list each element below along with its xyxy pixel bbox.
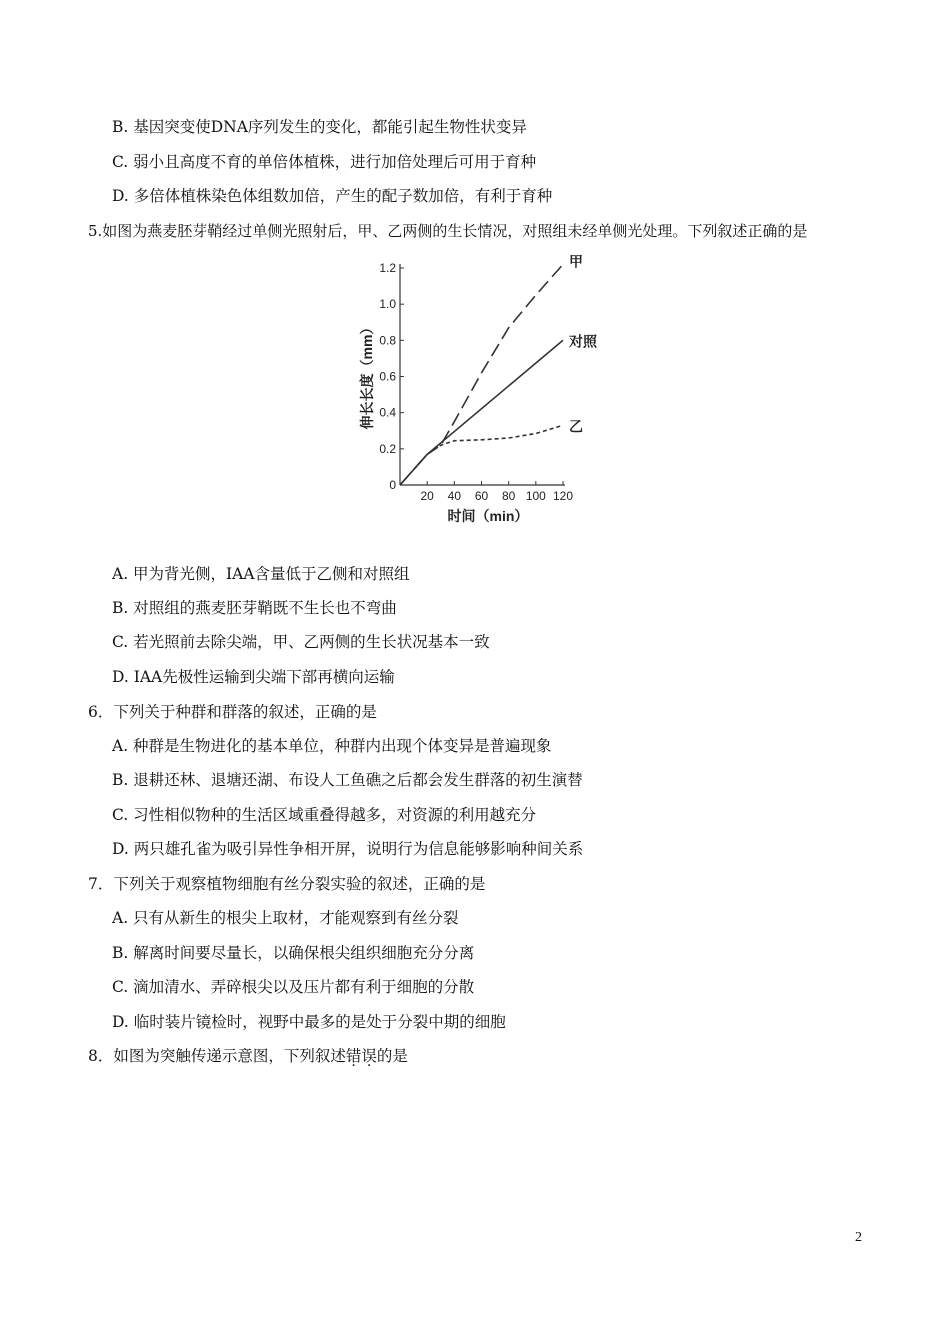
y-tick-label: 0.2 [379,441,396,456]
q6-option-d: D. 两只雄孔雀为吸引异性争相开屏，说明行为信息能够影响种间关系 [112,840,584,858]
q6-option-b: B. 退耕还林、退塘还湖、布设人工鱼礁之后都会发生群落的初生演替 [112,771,583,789]
q6-stem: 6．下列关于种群和群落的叙述，正确的是 [88,703,377,721]
q7-stem: 7．下列关于观察植物细胞有丝分裂实验的叙述，正确的是 [88,875,486,893]
q4-option-d: D. 多倍体植株染色体组数加倍，产生的配子数加倍，有利于育种 [112,187,553,205]
q6-option-a: A. 种群是生物进化的基本单位，种群内出现个体变异是普遍现象 [112,737,552,755]
q8-stem [88,1046,408,1066]
series-label-3: 乙 [569,418,583,435]
y-axis-label: 伸长长度（mm） [359,320,375,430]
y-tick-label: 1.0 [379,297,396,312]
q4-option-c: C. 弱小且高度不育的单倍体植株，进行加倍处理后可用于育种 [112,153,537,171]
q6-option-c: C. 习性相似物种的生活区域重叠得越多，对资源的利用越充分 [112,806,537,824]
y-tick-label: 0 [389,478,396,492]
series-label-2: 对照 [569,333,597,350]
page-number: 2 [855,1230,862,1245]
x-axis-label: 时间（min） [447,508,529,524]
x-tick-label: 40 [447,489,462,503]
q4-option-b: B. 基因突变使DNA序列发生的变化，都能引起生物性状变异 [112,118,527,136]
q8-stem-end: 的是 [376,1047,408,1065]
series-line-2 [400,340,563,485]
q7-option-a: A. 只有从新生的根尖上取材，才能观察到有丝分裂 [112,909,459,927]
q7-option-b: B. 解离时间要尽量长，以确保根尖组织细胞充分分离 [112,944,475,962]
q5-option-d: D. IAA先极性运输到尖端下部再横向运输 [112,668,395,686]
q7-option-d: D. 临时装片镜检时，视野中最多的是处于分裂中期的细胞 [112,1013,506,1031]
y-tick-label: 0.6 [379,369,396,384]
y-tick-label: 0.8 [379,333,396,348]
x-tick-label: 60 [474,489,489,503]
q5-stem: 5.如图为燕麦胚芽鞘经过单侧光照射后，甲、乙两侧的生长情况，对照组未经单侧光处理。下列叙述正确的是 [88,222,808,240]
x-tick-label: 80 [501,489,516,503]
series-line-1 [400,264,563,485]
growth-line-chart [350,255,610,530]
q5-option-c: C. 若光照前去除尖端，甲、乙两侧的生长状况基本一致 [112,633,490,651]
chart-axes [400,264,565,485]
q5-option-a: A. 甲为背光侧，IAA含量低于乙侧和对照组 [112,565,410,583]
x-tick-label: 100 [525,489,546,503]
x-tick-label: 20 [420,489,434,503]
y-tick-label: 1.2 [379,261,396,275]
y-tick-label: 0.4 [379,405,396,420]
q7-option-c: C. 滴加清水、弄碎根尖以及压片都有利于细胞的分散 [112,978,475,996]
series-label-1: 甲 [569,255,583,270]
q8-emphasis-char-2: 误 [361,1047,377,1065]
q5-option-b: B. 对照组的燕麦胚芽鞘既不生长也不弯曲 [112,599,397,617]
q8-stem-text: 8．如图为突触传递示意图，下列叙述 [88,1047,346,1065]
series-line-3 [400,425,563,485]
x-tick-label: 120 [552,489,574,503]
q8-emphasis-char-1: 错 [345,1047,362,1065]
